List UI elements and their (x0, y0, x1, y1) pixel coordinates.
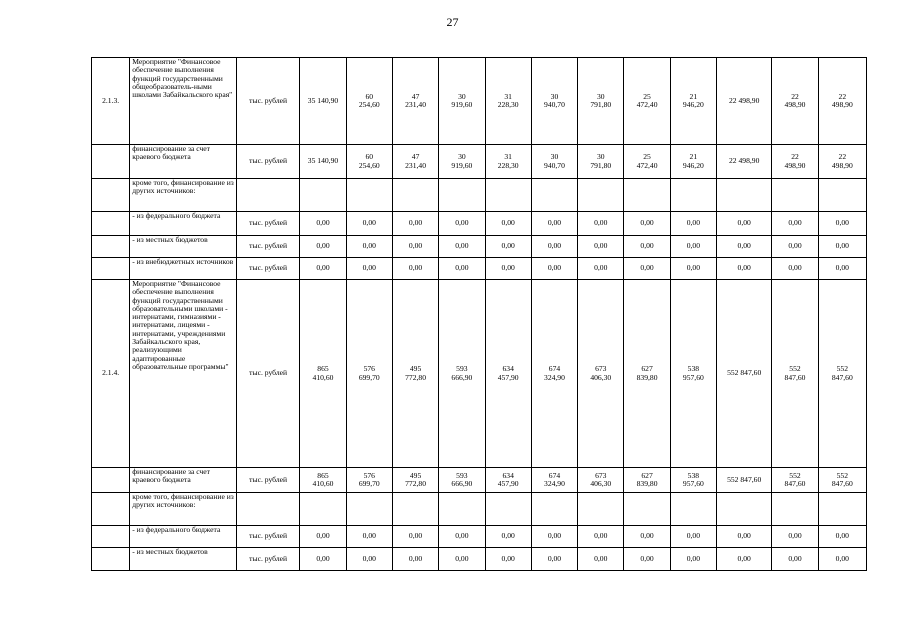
row-unit: тыс. рублей (236, 548, 299, 571)
row-name: - из местных бюджетов (130, 236, 237, 258)
value-cell: 634 457,90 (485, 280, 531, 468)
value-cell: 0,00 (818, 236, 866, 258)
value-cell: 0,00 (531, 236, 577, 258)
row-name: финансирование за счет краевого бюджета (130, 145, 237, 179)
value-cell: 0,00 (772, 526, 818, 548)
row-unit: тыс. рублей (236, 526, 299, 548)
value-cell: 673 406,30 (578, 468, 624, 493)
value-cell: 552 847,60 (772, 468, 818, 493)
row-unit: тыс. рублей (236, 212, 299, 236)
value-cell (818, 493, 866, 526)
value-cell: 35 140,90 (300, 145, 346, 179)
value-cell: 538 957,60 (670, 468, 716, 493)
value-cell: 0,00 (717, 526, 772, 548)
value-cell: 0,00 (818, 212, 866, 236)
value-cell: 0,00 (578, 236, 624, 258)
row-number (92, 145, 130, 179)
value-cell: 22 498,90 (717, 58, 772, 145)
table-row (92, 280, 867, 468)
value-cell: 0,00 (818, 548, 866, 571)
value-cell: 0,00 (772, 258, 818, 280)
row-name: - из местных бюджетов (130, 548, 237, 571)
value-cell: 0,00 (717, 258, 772, 280)
value-cell: 0,00 (300, 258, 346, 280)
row-name: - из внебюджетных источников (130, 258, 237, 280)
table-row (92, 493, 867, 526)
value-cell: 0,00 (439, 258, 485, 280)
value-cell: 22 498,90 (772, 58, 818, 145)
value-cell: 0,00 (485, 526, 531, 548)
value-cell: 0,00 (818, 258, 866, 280)
row-unit: тыс. рублей (236, 258, 299, 280)
value-cell (772, 179, 818, 212)
value-cell: 0,00 (392, 212, 438, 236)
budget-table (91, 57, 867, 571)
value-cell: 0,00 (392, 526, 438, 548)
value-cell (818, 179, 866, 212)
row-name: кроме того, финансирование из других источников: (130, 493, 237, 526)
value-cell: 22 498,90 (818, 145, 866, 179)
value-cell (392, 179, 438, 212)
value-cell: 552 847,60 (717, 280, 772, 468)
value-cell: 22 498,90 (717, 145, 772, 179)
value-cell: 0,00 (439, 236, 485, 258)
value-cell: 0,00 (670, 212, 716, 236)
table-row (92, 258, 867, 280)
value-cell: 0,00 (531, 526, 577, 548)
value-cell (717, 179, 772, 212)
table-row (92, 212, 867, 236)
value-cell: 31 228,30 (485, 58, 531, 145)
value-cell: 22 498,90 (818, 58, 866, 145)
table-row (92, 548, 867, 571)
value-cell: 674 324,90 (531, 468, 577, 493)
value-cell: 21 946,20 (670, 58, 716, 145)
value-cell: 0,00 (300, 526, 346, 548)
value-cell: 634 457,90 (485, 468, 531, 493)
value-cell: 30 791,80 (578, 58, 624, 145)
value-cell: 0,00 (670, 236, 716, 258)
value-cell: 31 228,30 (485, 145, 531, 179)
value-cell: 21 946,20 (670, 145, 716, 179)
value-cell (300, 493, 346, 526)
value-cell: 0,00 (670, 548, 716, 571)
value-cell (578, 493, 624, 526)
row-number (92, 179, 130, 212)
value-cell: 0,00 (578, 526, 624, 548)
table-row (92, 526, 867, 548)
value-cell: 47 231,40 (392, 145, 438, 179)
value-cell: 0,00 (578, 212, 624, 236)
value-cell: 0,00 (485, 548, 531, 571)
value-cell: 0,00 (717, 212, 772, 236)
value-cell: 865 410,60 (300, 468, 346, 493)
table-row (92, 145, 867, 179)
row-name: - из федерального бюджета (130, 212, 237, 236)
value-cell: 0,00 (485, 258, 531, 280)
row-number (92, 236, 130, 258)
value-cell: 552 847,60 (818, 468, 866, 493)
value-cell: 0,00 (346, 236, 392, 258)
value-cell (578, 179, 624, 212)
value-cell: 576 699,70 (346, 468, 392, 493)
value-cell: 0,00 (392, 258, 438, 280)
value-cell: 0,00 (624, 212, 670, 236)
value-cell (346, 179, 392, 212)
value-cell (670, 493, 716, 526)
value-cell: 30 791,80 (578, 145, 624, 179)
value-cell: 30 940,70 (531, 58, 577, 145)
row-name: Мероприятие "Финансовое обеспечение выполнения функций государственными общеобразователь-ными школами Забайкальского края" (130, 58, 237, 145)
value-cell: 0,00 (392, 236, 438, 258)
row-name: - из федерального бюджета (130, 526, 237, 548)
value-cell: 0,00 (717, 548, 772, 571)
value-cell: 0,00 (439, 526, 485, 548)
row-unit: тыс. рублей (236, 145, 299, 179)
table-row (92, 179, 867, 212)
value-cell: 0,00 (772, 212, 818, 236)
value-cell: 60 254,60 (346, 58, 392, 145)
value-cell: 0,00 (439, 548, 485, 571)
value-cell: 30 940,70 (531, 145, 577, 179)
value-cell: 576 699,70 (346, 280, 392, 468)
value-cell: 0,00 (578, 258, 624, 280)
value-cell: 593 666,90 (439, 280, 485, 468)
table-row (92, 468, 867, 493)
value-cell (531, 493, 577, 526)
value-cell (485, 179, 531, 212)
value-cell: 0,00 (717, 236, 772, 258)
value-cell: 0,00 (485, 212, 531, 236)
value-cell: 0,00 (670, 258, 716, 280)
value-cell: 47 231,40 (392, 58, 438, 145)
value-cell: 552 847,60 (717, 468, 772, 493)
row-number (92, 548, 130, 571)
value-cell: 0,00 (346, 212, 392, 236)
value-cell (772, 493, 818, 526)
value-cell: 538 957,60 (670, 280, 716, 468)
value-cell (439, 493, 485, 526)
value-cell (485, 493, 531, 526)
value-cell (346, 493, 392, 526)
value-cell: 0,00 (392, 548, 438, 571)
value-cell: 0,00 (624, 258, 670, 280)
value-cell: 0,00 (531, 548, 577, 571)
value-cell: 0,00 (346, 548, 392, 571)
value-cell (624, 179, 670, 212)
row-name: Мероприятие "Финансовое обеспечение выполнения функций государственными образовательными школами - интернатами, гимназиями - интернатами, лицеями - интернатами, учреждениями Забайкальского края, реализующими адаптированные образовательные программы" (130, 280, 237, 468)
row-unit: тыс. рублей (236, 280, 299, 468)
value-cell: 0,00 (772, 236, 818, 258)
value-cell: 865 410,60 (300, 280, 346, 468)
value-cell: 0,00 (300, 236, 346, 258)
row-number (92, 468, 130, 493)
value-cell: 0,00 (300, 212, 346, 236)
value-cell (531, 179, 577, 212)
value-cell: 22 498,90 (772, 145, 818, 179)
value-cell: 25 472,40 (624, 58, 670, 145)
row-number: 2.1.3. (92, 58, 130, 145)
value-cell: 0,00 (624, 236, 670, 258)
value-cell: 0,00 (531, 212, 577, 236)
value-cell: 0,00 (624, 526, 670, 548)
row-number (92, 258, 130, 280)
value-cell: 0,00 (531, 258, 577, 280)
row-number (92, 493, 130, 526)
value-cell: 0,00 (624, 548, 670, 571)
row-number (92, 212, 130, 236)
table-row (92, 236, 867, 258)
value-cell: 552 847,60 (772, 280, 818, 468)
value-cell: 30 919,60 (439, 58, 485, 145)
value-cell (670, 179, 716, 212)
value-cell: 0,00 (439, 212, 485, 236)
row-number: 2.1.4. (92, 280, 130, 468)
value-cell: 593 666,90 (439, 468, 485, 493)
value-cell: 0,00 (300, 548, 346, 571)
value-cell (392, 493, 438, 526)
row-unit: тыс. рублей (236, 58, 299, 145)
row-name: кроме того, финансирование из других источников: (130, 179, 237, 212)
value-cell: 627 839,80 (624, 468, 670, 493)
value-cell: 0,00 (818, 526, 866, 548)
value-cell (717, 493, 772, 526)
row-unit (236, 493, 299, 526)
value-cell: 30 919,60 (439, 145, 485, 179)
value-cell: 0,00 (670, 526, 716, 548)
value-cell: 0,00 (485, 236, 531, 258)
value-cell: 0,00 (346, 258, 392, 280)
value-cell: 0,00 (772, 548, 818, 571)
value-cell: 0,00 (578, 548, 624, 571)
value-cell: 35 140,90 (300, 58, 346, 145)
value-cell (439, 179, 485, 212)
value-cell (300, 179, 346, 212)
value-cell (624, 493, 670, 526)
row-number (92, 526, 130, 548)
value-cell: 673 406,30 (578, 280, 624, 468)
value-cell: 0,00 (346, 526, 392, 548)
value-cell: 60 254,60 (346, 145, 392, 179)
value-cell: 495 772,80 (392, 468, 438, 493)
row-unit: тыс. рублей (236, 236, 299, 258)
value-cell: 674 324,90 (531, 280, 577, 468)
row-unit (236, 179, 299, 212)
value-cell: 25 472,40 (624, 145, 670, 179)
row-unit: тыс. рублей (236, 468, 299, 493)
table-body (92, 58, 867, 571)
value-cell: 627 839,80 (624, 280, 670, 468)
value-cell: 495 772,80 (392, 280, 438, 468)
table-row (92, 58, 867, 145)
page-number: 27 (446, 15, 459, 29)
value-cell: 552 847,60 (818, 280, 866, 468)
row-name: финансирование за счет краевого бюджета (130, 468, 237, 493)
